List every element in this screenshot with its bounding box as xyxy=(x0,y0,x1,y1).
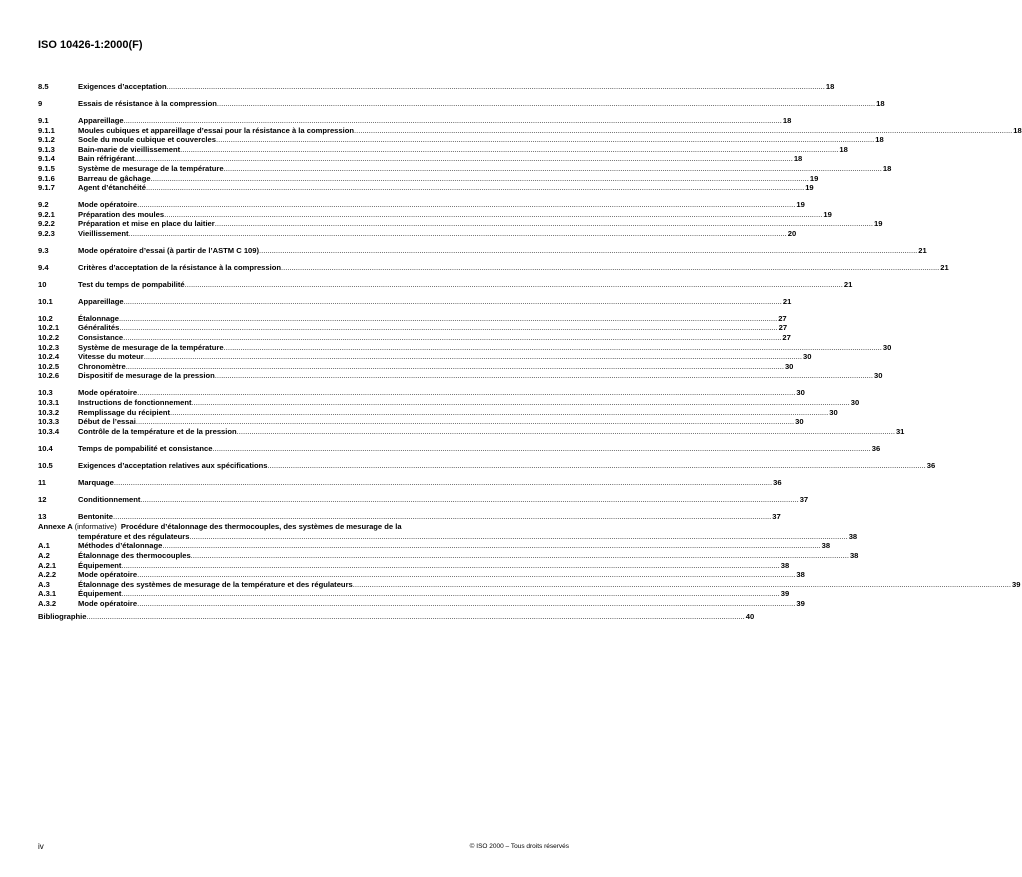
toc-entry-page: 18 xyxy=(875,135,884,145)
toc-dot-leader xyxy=(180,145,838,155)
toc-entry-title: Instructions de fonctionnement xyxy=(78,397,192,407)
toc-entry[interactable] xyxy=(38,460,936,471)
toc-entry-number: A.3.2 xyxy=(38,599,57,608)
toc-entry-title: Conditionnement xyxy=(78,494,141,504)
toc-dot-leader xyxy=(135,154,793,164)
toc-entry[interactable] xyxy=(38,262,949,273)
toc-entry-title: Mode opératoire xyxy=(78,570,138,580)
toc-entry-page: 30 xyxy=(784,361,794,371)
toc-entry-number: A.2.2 xyxy=(38,570,57,580)
toc-entry-page: 37 xyxy=(772,511,781,521)
toc-entry-page: 27 xyxy=(782,333,791,342)
toc-entry-title: Étalonnage des thermocouples xyxy=(78,551,191,561)
toc-annex-a xyxy=(38,522,1021,608)
toc-entry-page: 39 xyxy=(780,589,790,599)
bibliography-title: Bibliographie xyxy=(38,611,87,621)
footer-page-number: iv xyxy=(38,842,44,851)
toc-entry-page: 20 xyxy=(787,228,797,238)
toc-dot-leader xyxy=(151,174,809,184)
toc-dot-leader xyxy=(129,229,787,239)
toc-entry-page: 18 xyxy=(782,115,792,125)
toc-entry-title: Équipement xyxy=(78,589,122,599)
toc-entry-number: 9.1.7 xyxy=(38,183,55,193)
toc-entry-number: 9.1.4 xyxy=(38,154,55,164)
toc-entry-number: 10.3.1 xyxy=(38,397,60,407)
toc-dot-leader xyxy=(164,210,822,220)
toc-dot-leader xyxy=(215,219,873,229)
toc-dot-leader xyxy=(137,388,795,398)
toc-entry-number: 13 xyxy=(38,511,47,521)
toc-entry-number: 9.2 xyxy=(38,200,49,210)
toc-entry-page: 31 xyxy=(895,426,905,436)
toc-entry[interactable] xyxy=(38,296,792,307)
toc-dot-leader xyxy=(137,599,795,609)
toc-entry[interactable] xyxy=(38,163,892,174)
toc-entry-page: 37 xyxy=(799,494,809,504)
toc-entry-page: 18 xyxy=(1013,125,1022,135)
toc-dot-leader xyxy=(162,541,820,551)
toc-entry[interactable] xyxy=(38,579,1021,590)
toc-entry-title: Système de mesurage de la température xyxy=(78,342,224,352)
toc-entry-title: Bain réfrigérant xyxy=(78,154,135,164)
toc-entry-page: 39 xyxy=(1012,579,1021,589)
annex-title-line2: température et des régulateurs xyxy=(78,531,190,541)
toc-entry-number: 9.1.5 xyxy=(38,163,55,173)
toc-entry-title: Début de l’essai xyxy=(78,417,136,427)
toc-entry-page: 38 xyxy=(796,570,805,580)
toc-entry-number: 11 xyxy=(38,477,47,487)
toc-entry[interactable] xyxy=(38,570,805,580)
toc-entry[interactable] xyxy=(38,371,883,381)
toc-entry-page: 19 xyxy=(874,219,883,229)
document-header: ISO 10426-1:2000(F) xyxy=(38,39,143,51)
annex-page: 38 xyxy=(848,531,858,541)
toc-entry-title: Équipement xyxy=(78,560,122,570)
toc-dot-leader xyxy=(354,126,1012,136)
toc-dot-leader xyxy=(212,444,870,454)
toc-entry-number: 10.2.4 xyxy=(38,352,60,362)
toc-entry-number: 8.5 xyxy=(38,82,49,91)
toc-entry-page: 27 xyxy=(778,313,787,323)
toc-entry-number: 9.3 xyxy=(38,245,49,255)
toc-entry-page: 39 xyxy=(796,599,805,608)
toc-dot-leader xyxy=(126,362,784,372)
toc-entry-number: 10.2.3 xyxy=(38,342,60,352)
toc-main-entries xyxy=(38,82,1022,521)
toc-entry-title: Bain-marie de vieillissement xyxy=(78,144,181,154)
toc-entry-title: Socle du moule cubique et couvercles xyxy=(78,135,216,145)
toc-entry-page: 36 xyxy=(926,460,936,470)
toc-entry-page: 38 xyxy=(849,551,859,561)
toc-entry[interactable] xyxy=(38,245,927,256)
toc-entry-page: 30 xyxy=(796,388,805,398)
toc-entry[interactable] xyxy=(38,361,794,372)
toc-entry-bibliography[interactable] xyxy=(38,611,755,622)
toc-entry-number: 10.2.6 xyxy=(38,371,60,381)
toc-entry-page: 19 xyxy=(796,200,805,210)
toc-dot-leader xyxy=(185,280,843,290)
toc-entry[interactable] xyxy=(38,352,812,362)
toc-entry-title: Contrôle de la température et de la pression xyxy=(78,426,237,436)
toc-entry[interactable] xyxy=(38,228,797,239)
toc-entry-title: Préparation des moules xyxy=(78,209,165,219)
annex-title-line1: Procédure d’étalonnage des thermocouples, des systèmes de mesurage de la xyxy=(120,522,402,532)
toc-dot-leader xyxy=(137,570,795,580)
toc-entry[interactable] xyxy=(38,417,804,427)
toc-entry-number: 9.1.6 xyxy=(38,173,55,183)
toc-dot-leader xyxy=(113,512,771,522)
toc-entry-title: Mode opératoire d’essai (à partir de l’ASTM C 109) xyxy=(78,245,260,255)
toc-entry-page: 21 xyxy=(782,296,792,306)
toc-entry-number: 10.3 xyxy=(38,388,53,398)
toc-dot-leader xyxy=(119,323,777,333)
toc-entry-title: Remplissage du récipient xyxy=(78,407,170,417)
toc-entry[interactable] xyxy=(38,323,788,333)
toc-entry-number: 10.2.1 xyxy=(38,323,60,333)
toc-entry[interactable] xyxy=(38,183,814,193)
annex-type: (informative) xyxy=(74,522,117,532)
toc-entry-number: 9.1.2 xyxy=(38,135,55,145)
toc-entry[interactable] xyxy=(38,200,805,210)
toc-entry-title: Moules cubiques et appareillage d’essai pour la résistance à la compression xyxy=(78,125,355,135)
toc-entry-title: Mode opératoire xyxy=(78,200,138,210)
toc-entry-page: 19 xyxy=(805,183,814,193)
toc-entry-number: 10.5 xyxy=(38,460,53,470)
toc-entry-title: Appareillage xyxy=(78,115,124,125)
toc-entry[interactable] xyxy=(38,541,831,551)
toc-entry[interactable] xyxy=(38,82,835,92)
toc-dot-leader xyxy=(353,580,1011,590)
toc-entry-number: 9 xyxy=(38,98,43,108)
toc-entry-page: 30 xyxy=(874,371,883,381)
annex-heading-line2 xyxy=(38,531,858,542)
toc-entry-title: Vitesse du moteur xyxy=(78,352,144,362)
toc-entry-number: 9.2.1 xyxy=(38,209,55,219)
toc-dot-leader xyxy=(123,333,781,343)
toc-entry-title: Système de mesurage de la température xyxy=(78,163,224,173)
toc-dot-leader xyxy=(136,417,794,427)
toc-dot-leader xyxy=(216,135,874,145)
toc-entry-page: 21 xyxy=(940,262,949,272)
toc-entry-number: 10.2 xyxy=(38,313,53,323)
annex-heading-line1 xyxy=(38,522,570,532)
toc-dot-leader xyxy=(121,589,779,599)
toc-entry[interactable] xyxy=(38,388,805,398)
toc-dot-leader xyxy=(170,408,828,418)
annex-label: Annexe A xyxy=(38,522,73,532)
toc-entry-number: 9.4 xyxy=(38,262,49,272)
toc-entry[interactable] xyxy=(38,426,905,437)
toc-entry-page: 21 xyxy=(843,279,853,289)
toc-entry[interactable] xyxy=(38,313,787,324)
toc-dot-leader xyxy=(224,343,882,353)
toc-entry-title: Agent d’étanchéité xyxy=(78,183,146,193)
toc-entry-page: 21 xyxy=(918,245,927,255)
toc-entry[interactable] xyxy=(38,494,809,505)
toc-entry-title: Vieillissement xyxy=(78,228,129,238)
toc-dot-leader xyxy=(146,183,804,193)
toc-entry[interactable] xyxy=(38,219,883,229)
toc-entry-title: Exigences d’acceptation relatives aux spécifications xyxy=(78,460,268,470)
toc-entry-page: 18 xyxy=(882,163,892,173)
toc-entry[interactable] xyxy=(38,397,860,408)
toc-entry-number: 10.3.4 xyxy=(38,426,60,436)
toc-entry-page: 18 xyxy=(793,154,803,164)
toc-dot-leader xyxy=(140,495,798,505)
toc-entry-number: 10 xyxy=(38,279,47,289)
toc-entry-title: Généralités xyxy=(78,323,120,333)
toc-entry-title: Bentonite xyxy=(78,511,114,521)
toc-entry-page: 27 xyxy=(778,323,788,333)
toc-entry-number: A.2 xyxy=(38,551,50,561)
toc-entry-number: A.3 xyxy=(38,579,50,589)
toc-entry-page: 30 xyxy=(829,407,838,417)
toc-entry-title: Essais de résistance à la compression xyxy=(78,98,217,108)
toc-entry-title: Dispositif de mesurage de la pression xyxy=(78,371,215,381)
toc-dot-leader xyxy=(114,478,772,488)
toc-entry-title: Marquage xyxy=(78,477,114,487)
toc-dot-leader xyxy=(124,297,782,307)
toc-entry[interactable] xyxy=(38,599,805,609)
toc-dot-leader xyxy=(259,246,917,256)
toc-dot-leader xyxy=(119,314,777,324)
toc-dot-leader xyxy=(124,116,782,126)
toc-entry-page: 30 xyxy=(802,352,812,362)
toc-entry-page: 36 xyxy=(871,443,881,453)
toc-entry[interactable] xyxy=(38,477,782,488)
toc-entry[interactable] xyxy=(38,279,853,290)
toc-entry[interactable] xyxy=(38,98,885,109)
toc-entry-page: 30 xyxy=(850,397,860,407)
toc-dot-leader xyxy=(167,82,825,92)
toc-entry-page: 19 xyxy=(823,209,832,219)
toc-entry-title: Test du temps de pompabilité xyxy=(78,279,185,289)
toc-entry-number: 10.3.2 xyxy=(38,407,60,417)
toc-entry-page: 30 xyxy=(795,417,804,427)
toc-dot-leader xyxy=(191,551,849,561)
toc-entry-number: 9.2.3 xyxy=(38,228,55,238)
toc-entry-page: 18 xyxy=(876,98,885,108)
toc-entry-title: Appareillage xyxy=(78,296,124,306)
toc-dot-leader xyxy=(192,398,850,408)
footer-copyright: © ISO 2000 – Tous droits réservés xyxy=(469,843,569,850)
toc-entry-number: 9.2.2 xyxy=(38,219,55,229)
toc-entry-title: Méthodes d’étalonnage xyxy=(78,541,163,551)
toc-entry[interactable] xyxy=(38,589,790,599)
toc-entry-page: 30 xyxy=(882,342,892,352)
toc-dot-leader xyxy=(268,461,926,471)
toc-entry-number: 10.4 xyxy=(38,443,53,453)
toc-entry-number: A.3.1 xyxy=(38,589,57,599)
toc-dot-leader xyxy=(137,200,795,210)
toc-entry-title: Mode opératoire xyxy=(78,599,138,608)
toc-entry-number: 12 xyxy=(38,494,47,504)
toc-entry-number: 10.2.5 xyxy=(38,361,60,371)
toc-annex-entries xyxy=(38,541,1021,608)
toc-entry[interactable] xyxy=(38,115,792,126)
toc-entry-title: Mode opératoire xyxy=(78,388,138,398)
toc-entry-page: 18 xyxy=(825,82,835,91)
toc-dot-leader xyxy=(121,561,779,571)
toc-entry[interactable] xyxy=(38,551,859,561)
toc-entry-number: 9.1 xyxy=(38,115,49,125)
toc-entry-title: Exigences d’acceptation xyxy=(78,82,167,91)
toc-dot-leader xyxy=(281,263,939,273)
toc-entry-page: 38 xyxy=(821,541,831,551)
toc-entry-page: 38 xyxy=(780,560,790,570)
toc-dot-leader xyxy=(217,99,875,109)
toc-dot-leader xyxy=(237,427,895,437)
toc-entry-title: Critères d’acceptation de la résistance à la compression xyxy=(78,262,282,272)
toc-entry[interactable] xyxy=(38,125,1022,136)
toc-entry-number: 10.1 xyxy=(38,296,53,306)
toc-dot-leader xyxy=(224,164,882,174)
toc-entry-title: Étalonnage xyxy=(78,313,119,323)
toc-entry-title: Chronomètre xyxy=(78,361,126,371)
toc-entry-number: 9.1.1 xyxy=(38,125,55,135)
toc-entry[interactable] xyxy=(38,173,819,184)
toc-entry-title: Étalonnage des systèmes de mesurage de la température et des régulateurs xyxy=(78,579,353,589)
toc-dot-leader xyxy=(144,352,802,362)
toc-entry-page: 36 xyxy=(773,477,782,487)
toc-entry-number: 9.1.3 xyxy=(38,144,55,154)
toc-entry-number: 10.2.2 xyxy=(38,333,60,342)
toc-entry-number: A.1 xyxy=(38,541,50,551)
toc-entry-title: Consistance xyxy=(78,333,124,342)
toc-entry[interactable] xyxy=(38,135,884,145)
toc-entry-page: 19 xyxy=(809,173,819,183)
toc-entry[interactable] xyxy=(38,342,892,353)
toc-entry-number: A.2.1 xyxy=(38,560,57,570)
toc-entry-title: Préparation et mise en place du laitier xyxy=(78,219,215,229)
toc-entry-page: 18 xyxy=(839,144,848,154)
toc-entry[interactable] xyxy=(38,333,791,343)
toc-entry[interactable] xyxy=(38,511,781,522)
toc-dot-leader xyxy=(215,371,873,381)
toc-entry[interactable] xyxy=(38,144,848,155)
toc-entry[interactable] xyxy=(38,407,838,418)
toc-entry-title: Temps de pompabilité et consistance xyxy=(78,443,213,453)
toc-entry[interactable] xyxy=(38,560,790,571)
table-of-contents xyxy=(38,82,1022,621)
toc-entry-number: 10.3.3 xyxy=(38,417,60,427)
toc-entry[interactable] xyxy=(38,443,881,454)
toc-entry[interactable] xyxy=(38,209,832,220)
bibliography-page: 40 xyxy=(745,611,755,621)
toc-entry-title: Barreau de gâchage xyxy=(78,173,151,183)
toc-entry[interactable] xyxy=(38,154,803,164)
